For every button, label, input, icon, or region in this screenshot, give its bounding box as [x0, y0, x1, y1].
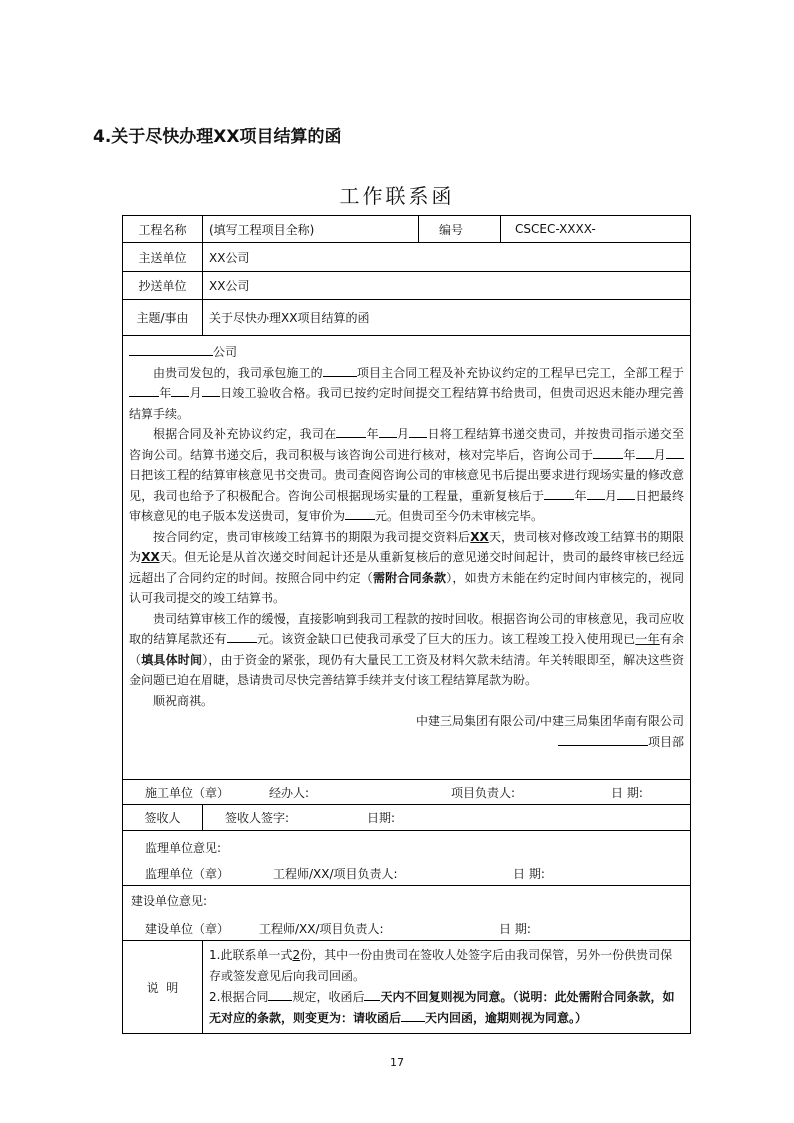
supervision-cell	[123, 831, 691, 886]
cc-unit-label: 抄送单位	[123, 272, 203, 300]
project-name-value: (填写工程项目全称)	[203, 216, 419, 243]
sender-dept: 项目部	[129, 732, 684, 753]
receiver-sign-cell	[203, 805, 691, 831]
construction-unit-label: 施工单位（章）	[145, 785, 230, 800]
section-title: 4.关于尽快办理XX项目结算的函	[93, 127, 342, 147]
subject-row	[123, 300, 691, 336]
supervision-engineer-label: 工程师/XX/项目负责人:	[273, 867, 398, 881]
note-2: 2.根据合同 规定，收函后 天内不回复则视为同意。（说明：此处需附合同条款，如无对应的条款，则变更为：请收函后 天内回函，逾期则视为同意。）	[209, 990, 675, 1025]
notes-label: 说 明	[123, 941, 203, 1034]
subject-value: 关于尽快办理XX项目结算的函	[203, 300, 691, 336]
receiver-sign-label: 签收人签字:	[225, 811, 290, 825]
supervision-date-label: 日 期:	[513, 867, 545, 881]
sender: 中建三局集团有限公司/中建三局集团华南有限公司	[415, 714, 684, 728]
contact-form-table	[122, 215, 691, 1034]
page-number: 17	[390, 1056, 404, 1069]
notes-cell	[203, 941, 691, 1034]
project-name-label: 工程名称	[123, 216, 203, 243]
paragraph-1: 由贵司发包的，我司承包施工的 项目主合同工程及补充协议约定的工程早已完工，全部工程于年 月 日竣工验收合格。我司已按约定时间提交工程结算书给贵司，但贵司迟迟未能办理完善结算手续。	[129, 365, 684, 421]
construction-sign-cell	[123, 780, 691, 805]
owner-cell	[123, 886, 691, 941]
notes-row	[123, 941, 691, 1034]
letter-body	[123, 336, 691, 780]
subject-label: 主题/事由	[123, 300, 203, 336]
construction-sign-row	[123, 780, 691, 805]
main-unit-row	[123, 243, 691, 272]
number-value: CSCEC-XXXX-	[501, 216, 691, 243]
cc-unit-row	[123, 272, 691, 300]
date-label: 日 期:	[611, 785, 643, 800]
project-name-row	[123, 216, 691, 243]
letter-body-row	[123, 336, 691, 780]
number-label: 编号	[419, 216, 501, 243]
receiver-label: 签收人	[123, 805, 203, 831]
project-manager-label: 项目负责人:	[451, 785, 516, 800]
receiver-row	[123, 805, 691, 831]
paragraph-4: 贵司结算审核工作的缓慢，直接影响到我司工程款的按时回收。根据咨询公司的审核意见，我司应收取的结算尾款还有 元。该资金缺口已使我司承受了巨大的压力。该工程竣工投入使用现已一年有余（填具体时间），由于资金的紧张，现仍有大量民工工资及材料欠款未结清。年关转眼即至，解决这些资金问题已迫在眉睫，恳请贵司尽快完善结算手续并支付该工程结算尾款为盼。	[129, 611, 684, 687]
document-title: 工作联系函	[339, 184, 455, 208]
owner-engineer-label: 工程师/XX/项目负责人:	[259, 922, 384, 936]
main-unit-value: XX公司	[203, 243, 691, 272]
main-unit-label: 主送单位	[123, 243, 203, 272]
closing: 顺祝商祺。	[153, 693, 214, 708]
supervision-row	[123, 831, 691, 886]
note-1: 1.此联系单一式2份，其中一份由贵司在签收人处签字后由我司保管，另外一份供贵司保存或签发意见后向我司回函。	[209, 948, 673, 983]
cc-unit-value: XX公司	[203, 272, 691, 300]
owner-opinion-label: 建设单位意见:	[131, 894, 208, 908]
owner-unit-label: 建设单位（章）	[145, 922, 230, 936]
owner-date-label: 日 期:	[499, 922, 531, 936]
paragraph-2: 根据合同及补充协议约定，我司在 年 月 日将工程结算书递交贵司，并按贵司指示递交至咨询公司。结算书递交后，我司积极与该咨询公司进行核对，核对完毕后，咨询公司于 年 月日把该工程的结算审核意见书交贵司。贵司查阅咨询公司的审核意见书后提出要求进行现场实量的修改意见，我司也给予了积极配合。咨询公司根据现场实量的工程量，重新复核后于 年 月 日把最终审核意见的电子版本发送贵司，复审价为 元。但贵司至今仍未审核完毕。	[129, 427, 684, 523]
handler-label: 经办人:	[269, 785, 310, 800]
paragraph-3: 按合同约定，贵司审核竣工结算书的期限为我司提交资料后XX天，贵司核对修改竣工结算书的期限为XX天。但无论是从首次递交时间起计还是从重新复核后的意见递交时间起计，贵司的最终审核已经远远超出了合同约定的时间。按照合同中约定（需附合同条款），如贵方未能在约定时间内审核完的，视同认可我司提交的竣工结算书。	[129, 529, 684, 605]
supervision-opinion-label: 监理单位意见:	[145, 841, 222, 855]
owner-row	[123, 886, 691, 941]
salutation: 公司	[129, 342, 684, 363]
receiver-date-label: 日期:	[367, 811, 396, 825]
supervision-unit-label: 监理单位（章）	[145, 867, 230, 881]
